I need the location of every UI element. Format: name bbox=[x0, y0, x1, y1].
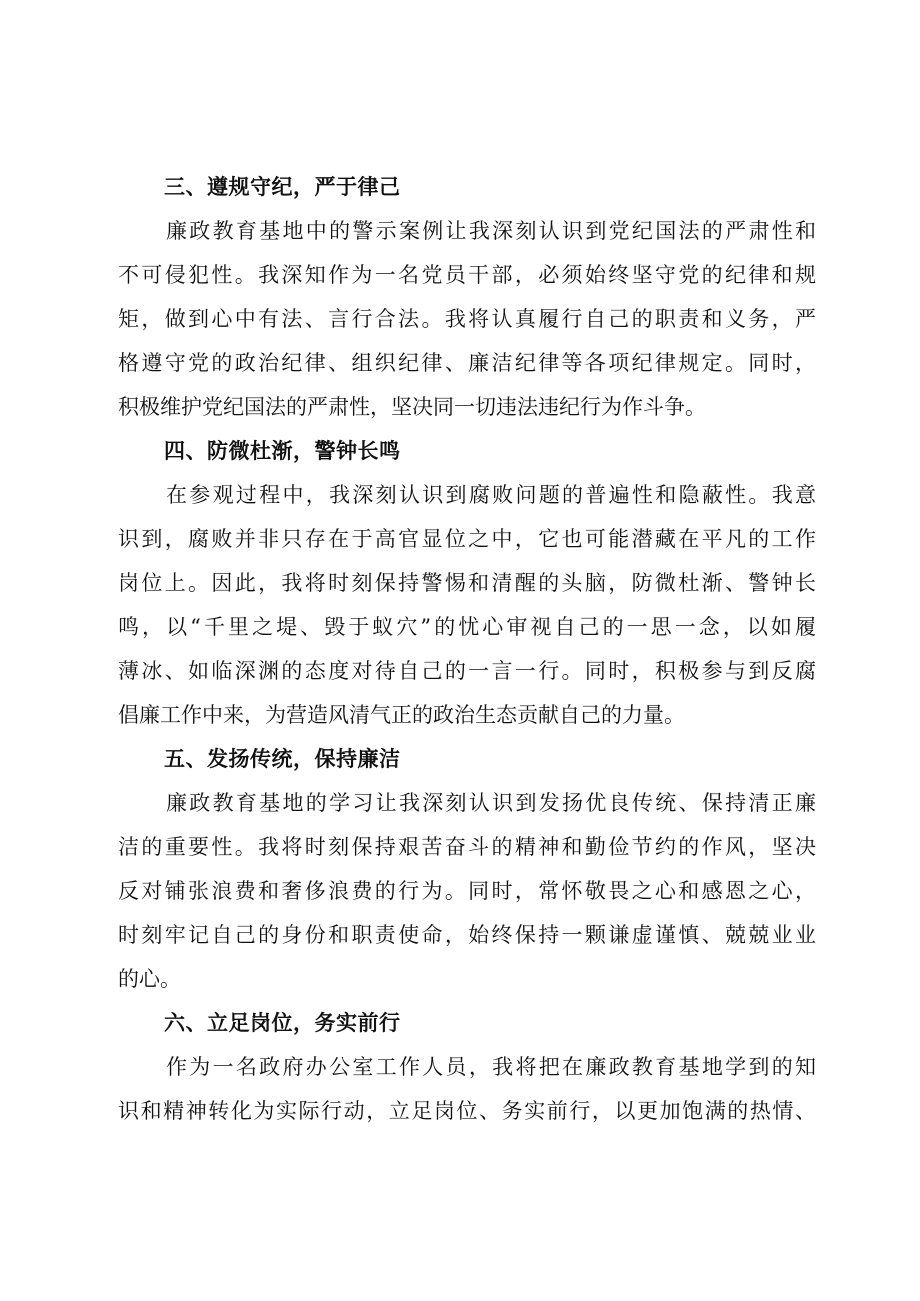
paragraph-line: 洁的重要性。我将时刻保持艰苦奋斗的精神和勤俭节约的作风，坚决 bbox=[118, 835, 816, 859]
paragraph-line: 识和精神转化为实际行动，立足岗位、务实前行，以更加饱满的热情、 bbox=[118, 1099, 816, 1123]
section-heading-6: 六、立足岗位，务实前行 bbox=[164, 1011, 401, 1035]
paragraph-line: 鸣，以“千里之堤、毁于蚁穴”的忧心审视自己的一思一念，以如履 bbox=[118, 615, 816, 639]
paragraph-line: 识到，腐败并非只存在于高官显位之中，它也可能潜藏在平凡的工作 bbox=[118, 527, 816, 551]
section-heading-5: 五、发扬传统，保持廉洁 bbox=[164, 747, 401, 771]
paragraph-line: 积极维护党纪国法的严肃性，坚决同一切违法违纪行为作斗争。 bbox=[118, 395, 706, 419]
paragraph-line: 作为一名政府办公室工作人员，我将把在廉政教育基地学到的知 bbox=[166, 1055, 816, 1079]
section-heading-3: 三、遵规守纪，严于律己 bbox=[164, 175, 401, 199]
paragraph-line: 倡廉工作中来，为营造风清气正的政治生态贡献自己的力量。 bbox=[118, 703, 685, 727]
paragraph-line: 薄冰、如临深渊的态度对待自己的一言一行。同时，积极参与到反腐 bbox=[118, 659, 816, 683]
paragraph-line: 时刻牢记自己的身份和职责使命，始终保持一颗谦虚谨慎、兢兢业业 bbox=[118, 923, 816, 947]
paragraph-line: 廉政教育基地的学习让我深刻认识到发扬优良传统、保持清正廉 bbox=[166, 791, 816, 815]
paragraph-line: 在参观过程中，我深刻认识到腐败问题的普遍性和隐蔽性。我意 bbox=[166, 483, 816, 507]
paragraph-line: 廉政教育基地中的警示案例让我深刻认识到党纪国法的严肃性和 bbox=[166, 219, 816, 243]
paragraph-line: 反对铺张浪费和奢侈浪费的行为。同时，常怀敬畏之心和感恩之心， bbox=[118, 879, 816, 903]
paragraph-line: 矩，做到心中有法、言行合法。我将认真履行自己的职责和义务，严 bbox=[118, 307, 816, 331]
paragraph-line: 岗位上。因此，我将时刻保持警惕和清醒的头脑，防微杜渐、警钟长 bbox=[118, 571, 816, 595]
paragraph-line: 格遵守党的政治纪律、组织纪律、廉洁纪律等各项纪律规定。同时， bbox=[118, 351, 816, 375]
paragraph-line: 不可侵犯性。我深知作为一名党员干部，必须始终坚守党的纪律和规 bbox=[118, 263, 816, 287]
section-heading-4: 四、防微杜渐，警钟长鸣 bbox=[164, 439, 401, 463]
paragraph-line: 的心。 bbox=[118, 967, 181, 991]
